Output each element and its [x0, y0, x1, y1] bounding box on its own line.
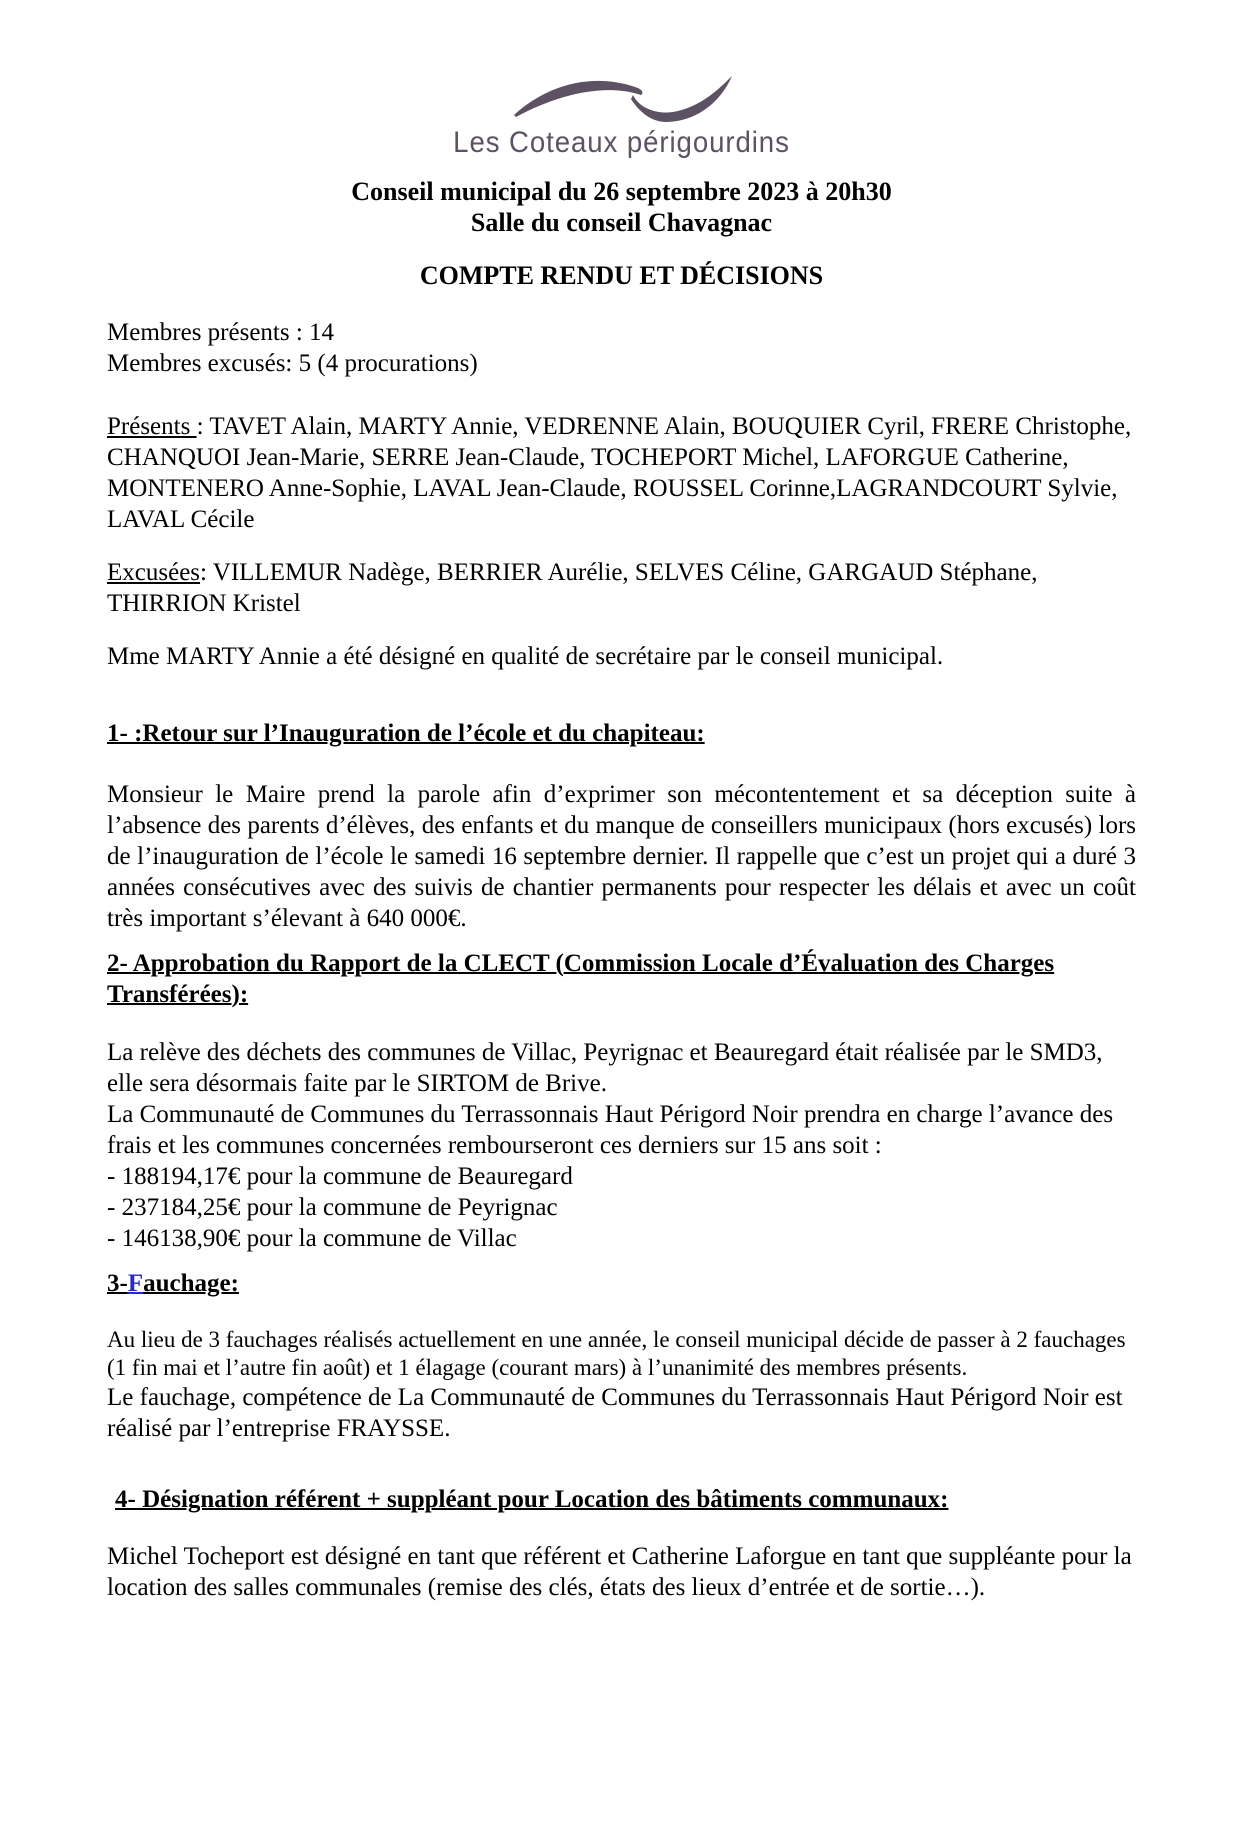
excused-label: Excusées [107, 559, 201, 586]
section-3-heading-rest: auchage: [143, 1270, 239, 1297]
logo-text: Les Coteaux périgourdins [453, 126, 790, 159]
section-2-heading: 2- Approbation du Rapport de la CLECT (Commission Locale d’Évaluation des Charges Transférées): [107, 950, 1055, 1008]
section-3-paragraph-small: Au lieu de 3 fauchages réalisés actuellement en une année, le conseil municipal décide de passer à 2 fauchages (1 fin mai et l’autre fin août) et 1 élagage (courant mars) à l’unanimité des membres présents. [107, 1327, 1126, 1380]
section-2-paragraph-2: La Communauté de Communes du Terrassonnais Haut Périgord Noir prendra en charge l’avance des frais et les communes concernées rembourseront ces derniers sur 15 ans soit : [107, 1101, 1114, 1159]
document-page [0, 68, 1240, 1603]
reimbursement-item-villac: - 146138,90€ pour la commune de Villac [107, 1225, 517, 1252]
section-4-heading: 4- Désignation référent + suppléant pour Location des bâtiments communaux: [115, 1486, 949, 1513]
meeting-location: Salle du conseil Chavagnac [470, 208, 773, 237]
section-3-heading-blue-letter: F [127, 1270, 144, 1297]
logo [107, 68, 1136, 160]
excused-list [107, 557, 1136, 619]
section-3-paragraph-normal: Le fauchage, compétence de La Communauté de Communes du Terrassonnais Haut Périgord Noir est réalisé par l’entreprise FRAYSSE. [107, 1384, 1123, 1442]
secretary-note: Mme MARTY Annie a été désigné en qualité de secrétaire par le conseil municipal. [107, 643, 944, 670]
presents-label: Présents [107, 413, 197, 440]
members-present-count: Membres présents : 14 [107, 319, 335, 346]
section-1-heading: 1- :Retour sur l’Inauguration de l’école et du chapiteau: [107, 720, 705, 747]
section-3-heading [107, 1268, 1136, 1299]
members-excused-count: Membres excusés: 5 (4 procurations) [107, 350, 478, 377]
reimbursement-item-peyrignac: - 237184,25€ pour la commune de Peyrignac [107, 1194, 558, 1221]
logo-swoosh-icon [506, 68, 738, 130]
presents-list [107, 411, 1136, 535]
section-2-paragraph-1: La relève des déchets des communes de Villac, Peyrignac et Beauregard était réalisée par le SMD3, elle sera désormais faite par le SIRTOM de Brive. [107, 1039, 1103, 1097]
section-1-body: Monsieur le Maire prend la parole afin d’exprimer son mécontentement et sa déception suite à l’absence des parents d’élèves, des enfants et du manque de conseillers municipaux (hors excusés) lors de l’inauguration de l’école le samedi 16 septembre dernier. Il rappelle que c’est un projet qui a duré 3 années consécutives avec des suivis de chantier permanents pour respecter les délais et avec un coût très important s’élevant à 640 000€. [107, 781, 1136, 932]
section-2-body [107, 1037, 1136, 1254]
attendance-counts [107, 317, 1136, 379]
meeting-title-block [107, 176, 1136, 238]
presents-names: : TAVET Alain, MARTY Annie, VEDRENNE Alain, BOUQUIER Cyril, FRERE Christophe, CHANQUOI Jean-Marie, SERRE Jean-Claude, TOCHEPORT Michel, LAFORGUE Catherine, MONTENERO Anne-Sophie, LAVAL Jean-Claude, ROUSSEL Corinne,LAGRANDCOURT Sylvie, LAVAL Cécile [107, 413, 1132, 533]
document-type-heading: COMPTE RENDU ET DÉCISIONS [419, 261, 824, 290]
meeting-title: Conseil municipal du 26 septembre 2023 à 20h30 [351, 177, 892, 206]
reimbursement-item-beauregard: - 188194,17€ pour la commune de Beauregard [107, 1163, 573, 1190]
excused-names: : VILLEMUR Nadège, BERRIER Aurélie, SELVES Céline, GARGAUD Stéphane, THIRRION Kristel [107, 559, 1038, 617]
section-4-body: Michel Tocheport est désigné en tant que référent et Catherine Laforgue en tant que suppléante pour la location des salles communales (remise des clés, états des lieux d’entrée et de sortie…). [107, 1543, 1132, 1601]
section-3-heading-prefix: 3- [107, 1270, 128, 1297]
